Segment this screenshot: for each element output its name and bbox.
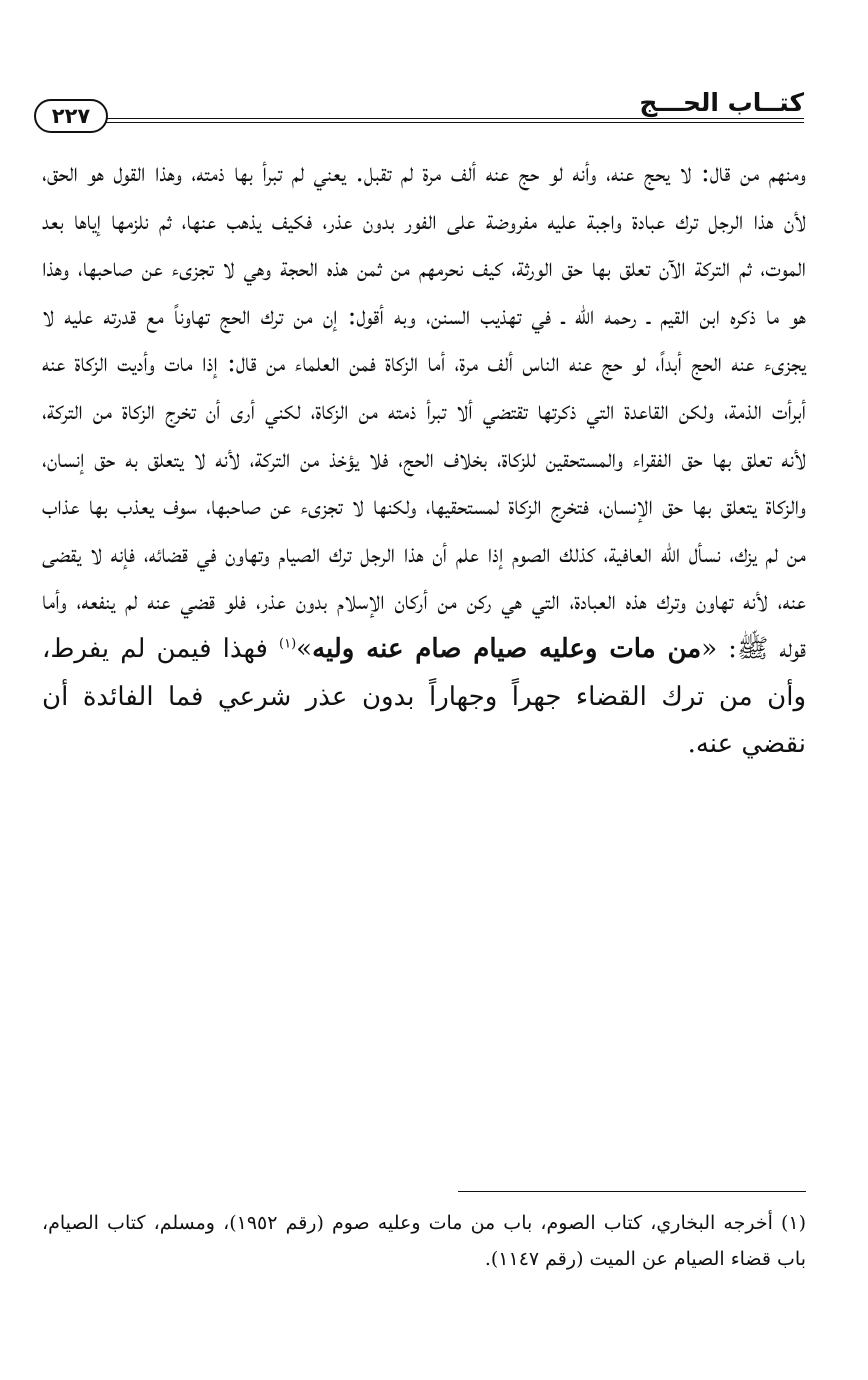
footnote-reference: (١) bbox=[279, 636, 297, 652]
page-number: ٢٢٧ bbox=[34, 99, 108, 133]
text-part-2: فهذا فيمن لم يفرط، وأن من ترك القضاء جهراً وجهاراً بدون عذر شرعي فما الفائدة أن نقضي عنه. bbox=[42, 633, 806, 760]
running-header bbox=[34, 88, 804, 132]
footnote: (١) أخرجه البخاري، كتاب الصوم، باب من مات وعليه صوم (رقم ١٩٥٢)، ومسلم، كتاب الصيام، باب قضاء الصيام عن الميت (رقم ١١٤٧). bbox=[42, 1212, 806, 1270]
hadith-quote: من مات وعليه صيام صام عنه وليه bbox=[312, 633, 702, 664]
text-part-1: ومنهم من قال: لا يحج عنه، وأنه لو حج عنه ألف مرة لم تقبل. يعني لم تبرأ بها ذمته، وهذا القول هو الحق، لأن هذا الرجل ترك عبادة واجبة عليه مفروضة على الفور بدون عذر، فكيف يذهب عنها، ثم نلزمها إياها بعد الموت، ثم التركة الآن تعلق بها حق الورثة، كيف نحرمهم من ثمن هذه الحجة وهي لا تجزىء عن صاحبها، وهذا هو ما ذكره ابن القيم ـ رحمه الله ـ في تهذيب السنن، وبه أقول: إن من ترك الحج تهاوناً مع قدرته عليه لا يجزىء عنه الحج أبداً، لو حج عنه الناس ألف مرة، أما الزكاة فمن العلماء من قال: إذا مات وأديت الزكاة عنه أبرأت الذمة، ولكن القاعدة التي ذكرتها تقتضي ألا تبرأ ذمته من الزكاة، لكني أرى أن تخرج الزكاة من التركة، لأنه تعلق بها حق الفقراء والمستحقين للزكاة، بخلاف الحج، فلا يؤخذ من التركة، لأنه لا يتعلق به حق إنسان، والزكاة يتعلق بها حق الإنسان، فتخرج الزكاة لمستحقيها، ولكنها لا تجزىء عن صاحبها، سوف يعذب بها عذاب من لم يزك، نسأل الله العافية، كذلك الصوم إذا علم أن هذا الرجل ترك الصيام وتهاون في قضائه، فإنه لا يقضى عنه، لأنه تهاون وترك هذه العبادة، التي هي ركن من أركان الإسلام بدون عذر، فلو قضي عنه لم ينفعه، وأما قوله ﷺ: « bbox=[42, 158, 807, 664]
quote-close: » bbox=[296, 633, 313, 664]
main-text bbox=[42, 150, 806, 769]
header-double-rule bbox=[106, 118, 804, 123]
chapter-title: كتــاب الحـــج bbox=[639, 88, 804, 117]
footnote-separator bbox=[458, 1191, 806, 1192]
